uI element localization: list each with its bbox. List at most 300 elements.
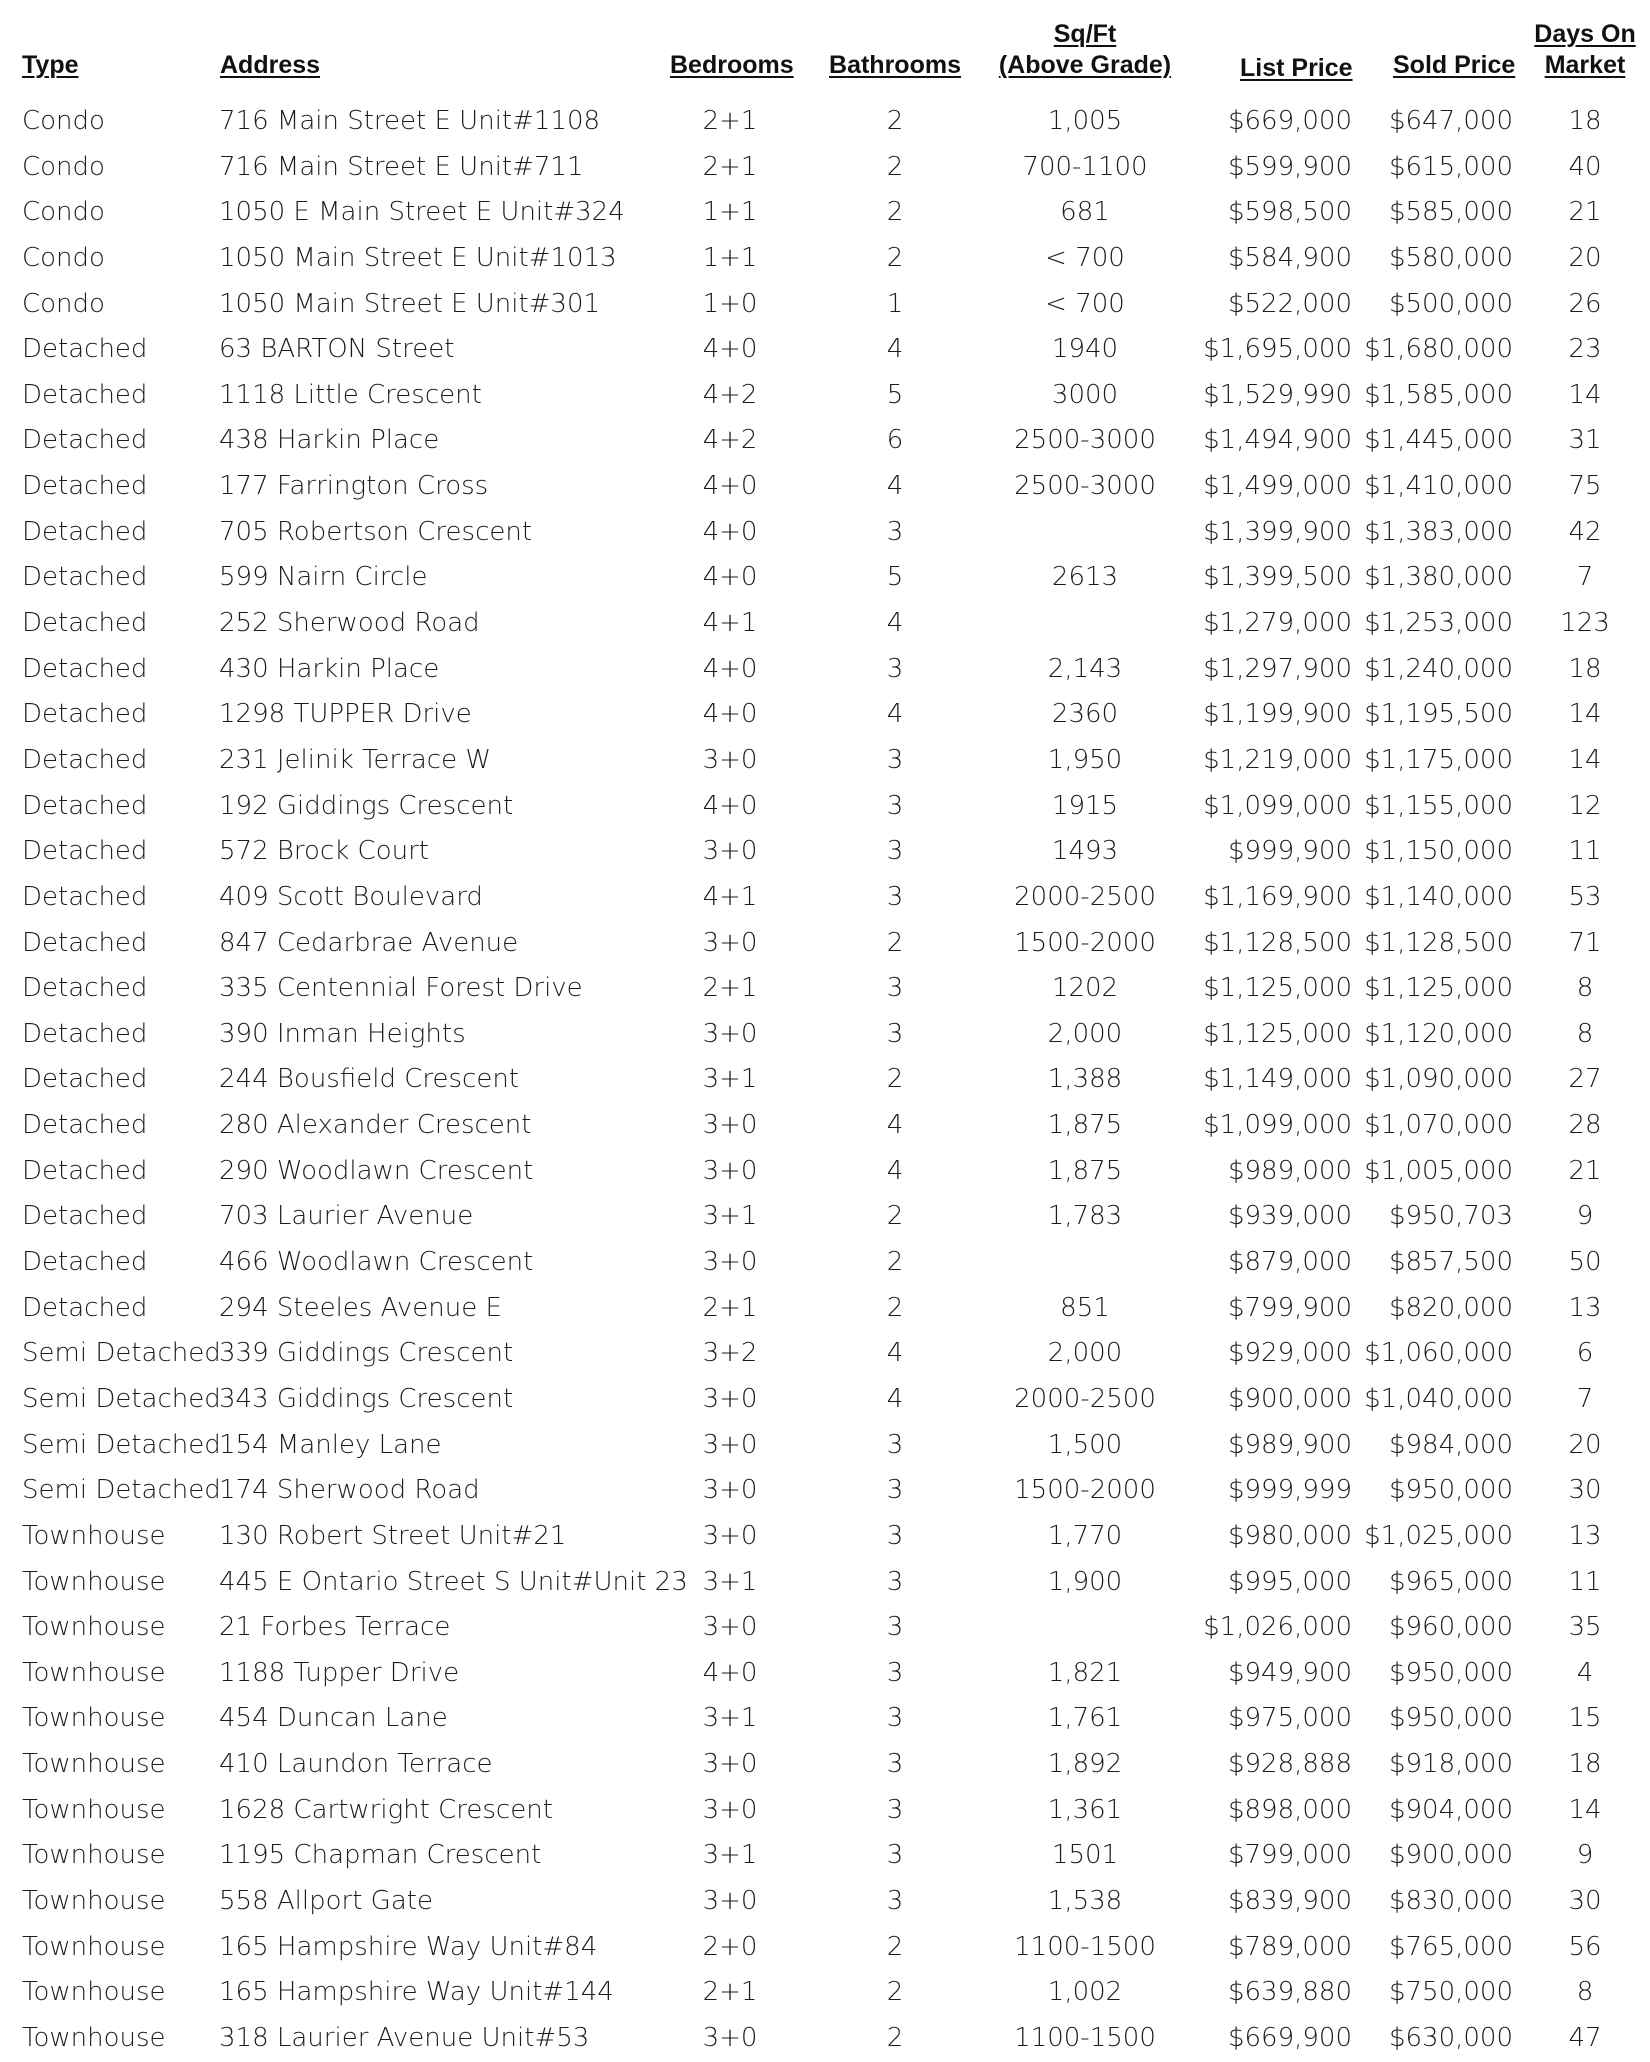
sold-price-cell: $1,155,000 <box>1364 790 1513 821</box>
bathrooms-cell: 2 <box>886 1201 904 1232</box>
table-row <box>0 1286 1650 1332</box>
type-cell: Detached <box>22 1201 148 1232</box>
table-row <box>0 282 1650 328</box>
address-cell: 294 Steeles Avenue E <box>219 1292 502 1323</box>
sqft-cell: 1500-2000 <box>1014 1475 1156 1506</box>
table-row <box>0 647 1650 693</box>
bedrooms-cell: 2+0 <box>702 1931 758 1962</box>
sold-price-cell: $765,000 <box>1388 1931 1513 1962</box>
days-on-market-cell: 23 <box>1568 334 1602 365</box>
days-on-market-cell: 9 <box>1576 1201 1594 1232</box>
table-row <box>0 966 1650 1012</box>
bathrooms-cell: 3 <box>886 1612 904 1643</box>
sqft-cell: 1,500 <box>1047 1429 1123 1460</box>
bathrooms-cell: 4 <box>886 608 904 639</box>
bedrooms-cell: 4+0 <box>702 516 758 547</box>
table-row <box>0 601 1650 647</box>
bedrooms-cell: 4+0 <box>702 653 758 684</box>
sqft-cell: 2000-2500 <box>1014 1383 1156 1414</box>
table-row <box>0 1560 1650 1606</box>
type-cell: Townhouse <box>22 1703 166 1734</box>
bedrooms-cell: 3+0 <box>702 927 758 958</box>
address-cell: 1188 Tupper Drive <box>219 1657 460 1688</box>
days-on-market-cell: 20 <box>1568 1429 1602 1460</box>
table-row <box>0 829 1650 875</box>
type-cell: Detached <box>22 379 148 410</box>
table-row <box>0 1605 1650 1651</box>
address-cell: 438 Harkin Place <box>219 425 440 456</box>
address-cell: 572 Brock Court <box>219 836 429 867</box>
days-on-market-cell: 8 <box>1576 973 1594 1004</box>
type-cell: Semi Detached <box>22 1338 221 1369</box>
type-cell: Detached <box>22 699 148 730</box>
address-cell: 409 Scott Boulevard <box>219 881 483 912</box>
sqft-cell: 1501 <box>1051 1840 1119 1871</box>
address-cell: 558 Allport Gate <box>219 1885 433 1916</box>
sqft-cell <box>985 601 1185 647</box>
list-price-cell: $995,000 <box>1227 1566 1352 1597</box>
bathrooms-cell: 3 <box>886 973 904 1004</box>
bedrooms-cell: 3+0 <box>702 1794 758 1825</box>
sold-price-cell: $1,125,000 <box>1364 973 1513 1004</box>
type-cell: Detached <box>22 1110 148 1141</box>
address-cell: 154 Manley Lane <box>219 1429 442 1460</box>
list-price-cell: $898,000 <box>1227 1794 1352 1825</box>
days-on-market-cell: 14 <box>1568 699 1602 730</box>
type-cell: Detached <box>22 1064 148 1095</box>
sqft-cell <box>985 1605 1185 1651</box>
type-cell: Detached <box>22 927 148 958</box>
address-cell: 466 Woodlawn Crescent <box>219 1247 534 1278</box>
bathrooms-cell: 3 <box>886 1018 904 1049</box>
days-on-market-cell: 6 <box>1576 1338 1594 1369</box>
sold-price-cell: $820,000 <box>1388 1292 1513 1323</box>
address-cell: 252 Sherwood Road <box>219 608 480 639</box>
table-row <box>0 1012 1650 1058</box>
sold-price-cell: $1,120,000 <box>1364 1018 1513 1049</box>
bathrooms-cell: 4 <box>886 471 904 502</box>
type-cell: Townhouse <box>22 1931 166 1962</box>
sold-price-cell: $647,000 <box>1388 106 1513 136</box>
sold-price-cell: $984,000 <box>1388 1429 1513 1460</box>
table-row <box>0 1194 1650 1240</box>
sold-price-cell: $1,140,000 <box>1364 881 1513 912</box>
bathrooms-cell: 2 <box>886 151 904 182</box>
bedrooms-cell: 3+1 <box>702 1566 758 1597</box>
bathrooms-cell: 2 <box>886 106 904 136</box>
table-row <box>0 1103 1650 1149</box>
table-body <box>0 99 1650 2062</box>
address-cell: 1050 E Main Street E Unit#324 <box>219 197 625 228</box>
bathrooms-cell: 4 <box>886 1155 904 1186</box>
sold-price-cell: $1,380,000 <box>1364 562 1513 593</box>
type-cell: Detached <box>22 744 148 775</box>
table-row <box>0 236 1650 282</box>
sqft-cell: 2500-3000 <box>1014 425 1156 456</box>
header-sqft-line1: Sq/Ft <box>1053 20 1117 48</box>
list-price-cell: $949,900 <box>1227 1657 1352 1688</box>
list-price-cell: $584,900 <box>1227 242 1352 273</box>
days-on-market-cell: 31 <box>1568 425 1602 456</box>
days-on-market-cell: 123 <box>1560 608 1610 639</box>
table-row <box>0 327 1650 373</box>
sold-price-cell: $1,445,000 <box>1364 425 1513 456</box>
bathrooms-cell: 2 <box>886 1977 904 2008</box>
bathrooms-cell: 3 <box>886 744 904 775</box>
address-cell: 339 Giddings Crescent <box>219 1338 514 1369</box>
address-cell: 454 Duncan Lane <box>219 1703 448 1734</box>
list-price-cell: $1,125,000 <box>1203 973 1352 1004</box>
bedrooms-cell: 3+1 <box>702 1064 758 1095</box>
sqft-cell: 681 <box>1060 197 1110 228</box>
list-price-cell: $1,494,900 <box>1203 425 1352 456</box>
sold-price-cell: $1,383,000 <box>1364 516 1513 547</box>
header-type: Type <box>22 51 79 79</box>
table-row <box>0 190 1650 236</box>
bathrooms-cell: 3 <box>886 1475 904 1506</box>
sold-price-cell: $1,090,000 <box>1364 1064 1513 1095</box>
list-price-cell: $1,199,900 <box>1203 699 1352 730</box>
type-cell: Detached <box>22 608 148 639</box>
days-on-market-cell: 14 <box>1568 1794 1602 1825</box>
list-price-cell: $989,000 <box>1227 1155 1352 1186</box>
type-cell: Townhouse <box>22 1794 166 1825</box>
sqft-cell: 1,005 <box>1047 106 1123 136</box>
days-on-market-cell: 8 <box>1576 1977 1594 2008</box>
address-cell: 165 Hampshire Way Unit#84 <box>219 1931 598 1962</box>
sold-price-cell: $830,000 <box>1388 1885 1513 1916</box>
days-on-market-cell: 7 <box>1576 562 1594 593</box>
list-price-cell: $1,499,000 <box>1203 471 1352 502</box>
bathrooms-cell: 2 <box>886 1247 904 1278</box>
sqft-cell <box>985 510 1185 556</box>
table-row <box>0 692 1650 738</box>
days-on-market-cell: 56 <box>1568 1931 1602 1962</box>
bedrooms-cell: 4+0 <box>702 790 758 821</box>
bathrooms-cell: 2 <box>886 1064 904 1095</box>
list-price-cell: $522,000 <box>1227 288 1352 319</box>
table-row <box>0 1970 1650 2016</box>
sold-price-cell: $585,000 <box>1388 197 1513 228</box>
bathrooms-cell: 2 <box>886 2022 904 2053</box>
days-on-market-cell: 18 <box>1568 1749 1602 1780</box>
type-cell: Detached <box>22 562 148 593</box>
bedrooms-cell: 1+1 <box>702 197 758 228</box>
sqft-cell <box>985 1240 1185 1286</box>
bathrooms-cell: 3 <box>886 1794 904 1825</box>
bathrooms-cell: 2 <box>886 1931 904 1962</box>
table-row <box>0 1742 1650 1788</box>
sold-price-cell: $1,005,000 <box>1364 1155 1513 1186</box>
bathrooms-cell: 3 <box>886 790 904 821</box>
sqft-cell: 2,000 <box>1047 1018 1123 1049</box>
list-price-cell: $1,219,000 <box>1203 744 1352 775</box>
sqft-cell: 1493 <box>1051 836 1119 867</box>
sqft-cell: 2613 <box>1051 562 1119 593</box>
list-price-cell: $669,900 <box>1227 2022 1352 2053</box>
address-cell: 847 Cedarbrae Avenue <box>219 927 519 958</box>
sold-price-cell: $615,000 <box>1388 151 1513 182</box>
type-cell: Condo <box>22 106 105 136</box>
type-cell: Condo <box>22 242 105 273</box>
sqft-cell: 1,783 <box>1047 1201 1123 1232</box>
sqft-cell: 1,875 <box>1047 1155 1123 1186</box>
type-cell: Townhouse <box>22 1566 166 1597</box>
bedrooms-cell: 2+1 <box>702 1292 758 1323</box>
days-on-market-cell: 12 <box>1568 790 1602 821</box>
bedrooms-cell: 4+0 <box>702 562 758 593</box>
sold-price-cell: $500,000 <box>1388 288 1513 319</box>
bedrooms-cell: 4+0 <box>702 471 758 502</box>
bathrooms-cell: 3 <box>886 881 904 912</box>
bedrooms-cell: 3+0 <box>702 1475 758 1506</box>
bathrooms-cell: 3 <box>886 1885 904 1916</box>
bedrooms-cell: 3+2 <box>702 1338 758 1369</box>
bathrooms-cell: 2 <box>886 1292 904 1323</box>
table-row <box>0 1651 1650 1697</box>
address-cell: 1050 Main Street E Unit#1013 <box>219 242 617 273</box>
sqft-cell: 2500-3000 <box>1014 471 1156 502</box>
days-on-market-cell: 8 <box>1576 1018 1594 1049</box>
bedrooms-cell: 3+0 <box>702 1110 758 1141</box>
bathrooms-cell: 6 <box>886 425 904 456</box>
type-cell: Townhouse <box>22 1840 166 1871</box>
list-price-cell: $669,000 <box>1227 106 1352 136</box>
bedrooms-cell: 3+0 <box>702 1383 758 1414</box>
type-cell: Semi Detached <box>22 1383 221 1414</box>
list-price-cell: $1,399,500 <box>1203 562 1352 593</box>
days-on-market-cell: 11 <box>1568 1566 1602 1597</box>
list-price-cell: $1,297,900 <box>1203 653 1352 684</box>
sqft-cell: 3000 <box>1051 379 1119 410</box>
type-cell: Condo <box>22 288 105 319</box>
days-on-market-cell: 18 <box>1568 106 1602 136</box>
type-cell: Detached <box>22 1155 148 1186</box>
list-price-cell: $939,000 <box>1227 1201 1352 1232</box>
days-on-market-cell: 18 <box>1568 653 1602 684</box>
bedrooms-cell: 3+0 <box>702 1429 758 1460</box>
sqft-cell: 1,770 <box>1047 1520 1123 1551</box>
bedrooms-cell: 3+0 <box>702 2022 758 2053</box>
table-row <box>0 1149 1650 1195</box>
days-on-market-cell: 50 <box>1568 1247 1602 1278</box>
table-row <box>0 921 1650 967</box>
bedrooms-cell: 4+2 <box>702 379 758 410</box>
address-cell: 318 Laurier Avenue Unit#53 <box>219 2022 590 2053</box>
days-on-market-cell: 14 <box>1568 379 1602 410</box>
list-price-cell: $639,880 <box>1227 1977 1352 2008</box>
type-cell: Detached <box>22 881 148 912</box>
sold-price-cell: $904,000 <box>1388 1794 1513 1825</box>
header-days-on-market <box>1530 19 1640 81</box>
bedrooms-cell: 1+1 <box>702 242 758 273</box>
days-on-market-cell: 21 <box>1568 197 1602 228</box>
type-cell: Townhouse <box>22 1977 166 2008</box>
table-row <box>0 145 1650 191</box>
header-days-line1: Days On <box>1534 20 1636 48</box>
days-on-market-cell: 13 <box>1568 1520 1602 1551</box>
bathrooms-cell: 3 <box>886 1840 904 1871</box>
bedrooms-cell: 3+0 <box>702 1885 758 1916</box>
header-sqft <box>995 19 1175 81</box>
type-cell: Detached <box>22 653 148 684</box>
type-cell: Townhouse <box>22 2022 166 2053</box>
sold-price-cell: $1,240,000 <box>1364 653 1513 684</box>
type-cell: Detached <box>22 516 148 547</box>
table-row <box>0 99 1650 145</box>
sqft-cell: 1500-2000 <box>1014 927 1156 958</box>
days-on-market-cell: 71 <box>1568 927 1602 958</box>
bathrooms-cell: 3 <box>886 516 904 547</box>
bedrooms-cell: 2+1 <box>702 1977 758 2008</box>
bedrooms-cell: 3+1 <box>702 1201 758 1232</box>
bathrooms-cell: 3 <box>886 653 904 684</box>
days-on-market-cell: 42 <box>1568 516 1602 547</box>
table-row <box>0 1879 1650 1925</box>
sqft-cell: 1,002 <box>1047 1977 1123 2008</box>
list-price-cell: $599,900 <box>1227 151 1352 182</box>
header-sqft-line2: (Above Grade) <box>998 51 1172 79</box>
address-cell: 290 Woodlawn Crescent <box>219 1155 534 1186</box>
address-cell: 716 Main Street E Unit#1108 <box>219 106 601 136</box>
bedrooms-cell: 3+0 <box>702 1247 758 1278</box>
sqft-cell: 1,950 <box>1047 744 1123 775</box>
bedrooms-cell: 4+2 <box>702 425 758 456</box>
bathrooms-cell: 4 <box>886 1383 904 1414</box>
table-row <box>0 1696 1650 1742</box>
sold-price-cell: $950,703 <box>1388 1201 1513 1232</box>
list-price-cell: $879,000 <box>1227 1247 1352 1278</box>
days-on-market-cell: 7 <box>1576 1383 1594 1414</box>
list-price-cell: $1,026,000 <box>1203 1612 1352 1643</box>
address-cell: 244 Bousfield Crescent <box>219 1064 519 1095</box>
type-cell: Detached <box>22 1247 148 1278</box>
bedrooms-cell: 1+0 <box>702 288 758 319</box>
address-cell: 410 Laundon Terrace <box>219 1749 493 1780</box>
list-price-cell: $1,279,000 <box>1203 608 1352 639</box>
header-address: Address <box>220 51 321 79</box>
address-cell: 1628 Cartwright Crescent <box>219 1794 553 1825</box>
sqft-cell: 2,000 <box>1047 1338 1123 1369</box>
address-cell: 716 Main Street E Unit#711 <box>219 151 584 182</box>
type-cell: Detached <box>22 973 148 1004</box>
bathrooms-cell: 3 <box>886 836 904 867</box>
list-price-cell: $1,695,000 <box>1203 334 1352 365</box>
type-cell: Detached <box>22 334 148 365</box>
list-price-cell: $1,099,000 <box>1203 790 1352 821</box>
header-bathrooms: Bathrooms <box>829 51 961 79</box>
address-cell: 165 Hampshire Way Unit#144 <box>219 1977 614 2008</box>
list-price-cell: $928,888 <box>1227 1749 1352 1780</box>
sold-price-cell: $965,000 <box>1388 1566 1513 1597</box>
address-cell: 1050 Main Street E Unit#301 <box>219 288 601 319</box>
bedrooms-cell: 3+0 <box>702 1749 758 1780</box>
bedrooms-cell: 3+0 <box>702 1520 758 1551</box>
sqft-cell: 851 <box>1060 1292 1110 1323</box>
address-cell: 430 Harkin Place <box>219 653 440 684</box>
days-on-market-cell: 15 <box>1568 1703 1602 1734</box>
bathrooms-cell: 4 <box>886 1338 904 1369</box>
bathrooms-cell: 4 <box>886 699 904 730</box>
address-cell: 192 Giddings Crescent <box>219 790 514 821</box>
sold-price-cell: $950,000 <box>1388 1475 1513 1506</box>
bathrooms-cell: 5 <box>886 379 904 410</box>
sqft-cell: 2360 <box>1051 699 1119 730</box>
bathrooms-cell: 4 <box>886 1110 904 1141</box>
sqft-cell: 1,761 <box>1047 1703 1123 1734</box>
sold-price-cell: $918,000 <box>1388 1749 1513 1780</box>
sqft-cell: < 700 <box>1045 242 1125 273</box>
bathrooms-cell: 3 <box>886 1520 904 1551</box>
address-cell: 21 Forbes Terrace <box>219 1612 451 1643</box>
list-price-cell: $799,900 <box>1227 1292 1352 1323</box>
sqft-cell: 1,361 <box>1047 1794 1123 1825</box>
type-cell: Townhouse <box>22 1520 166 1551</box>
list-price-cell: $1,169,900 <box>1203 881 1352 912</box>
address-cell: 63 BARTON Street <box>219 334 455 365</box>
sqft-cell: 1,538 <box>1047 1885 1123 1916</box>
address-cell: 174 Sherwood Road <box>219 1475 480 1506</box>
days-on-market-cell: 4 <box>1576 1657 1594 1688</box>
bathrooms-cell: 2 <box>886 927 904 958</box>
sqft-cell: < 700 <box>1045 288 1125 319</box>
address-cell: 343 Giddings Crescent <box>219 1383 514 1414</box>
table-row <box>0 1925 1650 1971</box>
address-cell: 1118 Little Crescent <box>219 379 482 410</box>
type-cell: Condo <box>22 151 105 182</box>
days-on-market-cell: 21 <box>1568 1155 1602 1186</box>
header-bedrooms: Bedrooms <box>670 51 794 79</box>
type-cell: Townhouse <box>22 1657 166 1688</box>
table-row <box>0 464 1650 510</box>
list-price-cell: $1,529,990 <box>1203 379 1352 410</box>
bathrooms-cell: 5 <box>886 562 904 593</box>
list-price-cell: $929,000 <box>1227 1338 1352 1369</box>
bedrooms-cell: 4+0 <box>702 1657 758 1688</box>
sold-price-cell: $630,000 <box>1388 2022 1513 2053</box>
type-cell: Condo <box>22 197 105 228</box>
bedrooms-cell: 3+0 <box>702 1018 758 1049</box>
sqft-cell: 1,875 <box>1047 1110 1123 1141</box>
sqft-cell: 1202 <box>1051 973 1119 1004</box>
header-sold-price: Sold Price <box>1393 51 1516 79</box>
days-on-market-cell: 26 <box>1568 288 1602 319</box>
bathrooms-cell: 3 <box>886 1566 904 1597</box>
bathrooms-cell: 3 <box>886 1657 904 1688</box>
list-price-cell: $980,000 <box>1227 1520 1352 1551</box>
list-price-cell: $1,149,000 <box>1203 1064 1352 1095</box>
sqft-cell: 1,900 <box>1047 1566 1123 1597</box>
days-on-market-cell: 9 <box>1576 1840 1594 1871</box>
list-price-cell: $789,000 <box>1227 1931 1352 1962</box>
bathrooms-cell: 3 <box>886 1703 904 1734</box>
table-row <box>0 1514 1650 1560</box>
type-cell: Detached <box>22 1018 148 1049</box>
days-on-market-cell: 40 <box>1568 151 1602 182</box>
table-row <box>0 1057 1650 1103</box>
table-row <box>0 418 1650 464</box>
sqft-cell: 1100-1500 <box>1014 1931 1156 1962</box>
days-on-market-cell: 30 <box>1568 1885 1602 1916</box>
address-cell: 1195 Chapman Crescent <box>219 1840 542 1871</box>
bedrooms-cell: 4+1 <box>702 608 758 639</box>
table-row <box>0 1377 1650 1423</box>
type-cell: Detached <box>22 836 148 867</box>
sold-price-cell: $1,195,500 <box>1364 699 1513 730</box>
days-on-market-cell: 11 <box>1568 836 1602 867</box>
table-row <box>0 510 1650 556</box>
sqft-cell: 2000-2500 <box>1014 881 1156 912</box>
